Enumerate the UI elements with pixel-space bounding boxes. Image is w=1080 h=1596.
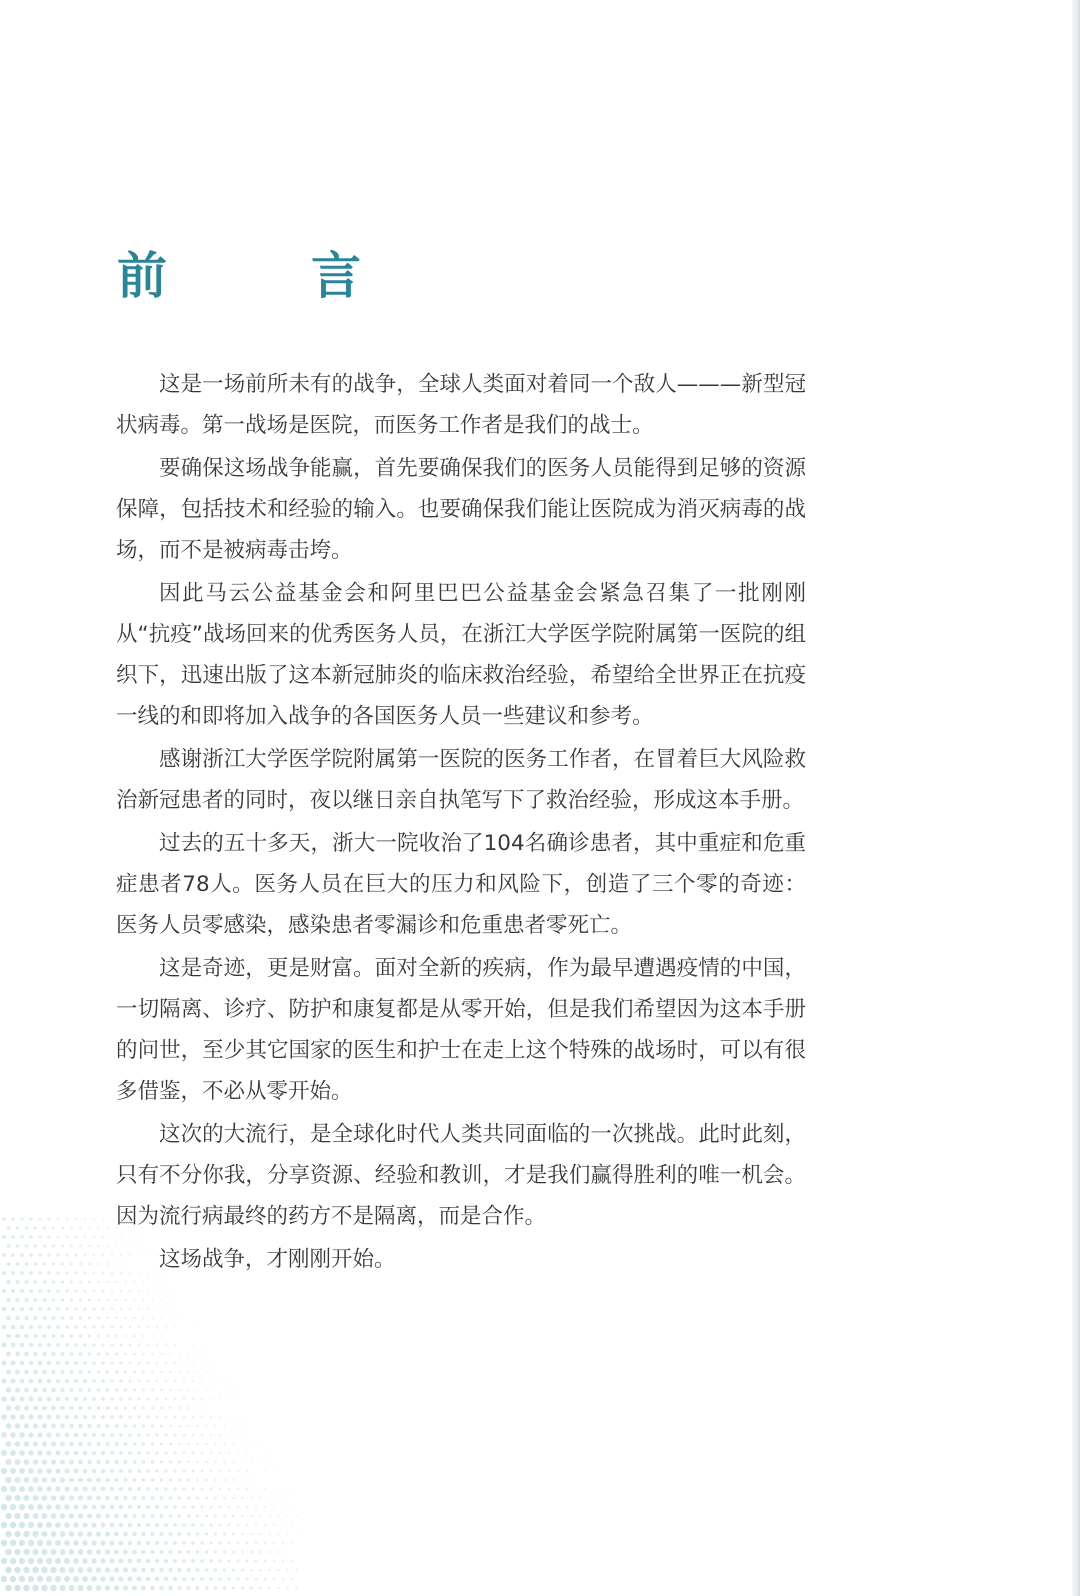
preface-paragraph: 这场战争，才刚刚开始。 — [159, 1247, 396, 1272]
preface-paragraph: 感谢浙江大学医学院附属第一医院的医务工作者，在冒着巨大风险救治新冠患者的同时，夜以继日亲自执笔写下了救治经验，形成这本手册。 — [116, 747, 806, 813]
page-title: 前 言 — [117, 247, 408, 305]
preface-body — [116, 364, 806, 1282]
preface-paragraph: 过去的五十多天，浙大一院收治了104名确诊患者，其中重症和危重症患者78人。医务人员在巨大的压力和风险下，创造了三个零的奇迹：医务人员零感染，感染患者零漏诊和危重患者零死亡。 — [116, 831, 806, 938]
preface-paragraph: 因此马云公益基金会和阿里巴巴公益基金会紧急召集了一批刚刚从“抗疫”战场回来的优秀医务人员，在浙江大学医学院附属第一医院的组织下，迅速出版了这本新冠肺炎的临床救治经验，希望给全世界正在抗疫一线的和即将加入战争的各国医务人员一些建议和参考。 — [116, 581, 806, 729]
page-edge — [1072, 0, 1080, 1596]
preface-paragraph: 这次的大流行，是全球化时代人类共同面临的一次挑战。此时此刻，只有不分你我，分享资源、经验和教训，才是我们赢得胜利的唯一机会。因为流行病最终的药方不是隔离，而是合作。 — [116, 1122, 806, 1229]
preface-paragraph: 这是一场前所未有的战争，全球人类面对着同一个敌人———新型冠状病毒。第一战场是医院，而医务工作者是我们的战士。 — [116, 372, 806, 438]
preface-paragraph: 要确保这场战争能赢，首先要确保我们的医务人员能得到足够的资源保障，包括技术和经验的输入。也要确保我们能让医院成为消灭病毒的战场，而不是被病毒击垮。 — [116, 456, 806, 563]
preface-paragraph: 这是奇迹，更是财富。面对全新的疾病，作为最早遭遇疫情的中国，一切隔离、诊疗、防护和康复都是从零开始，但是我们希望因为这本手册的问世，至少其它国家的医生和护士在走上这个特殊的战场时，可以有很多借鉴，不必从零开始。 — [116, 956, 806, 1104]
